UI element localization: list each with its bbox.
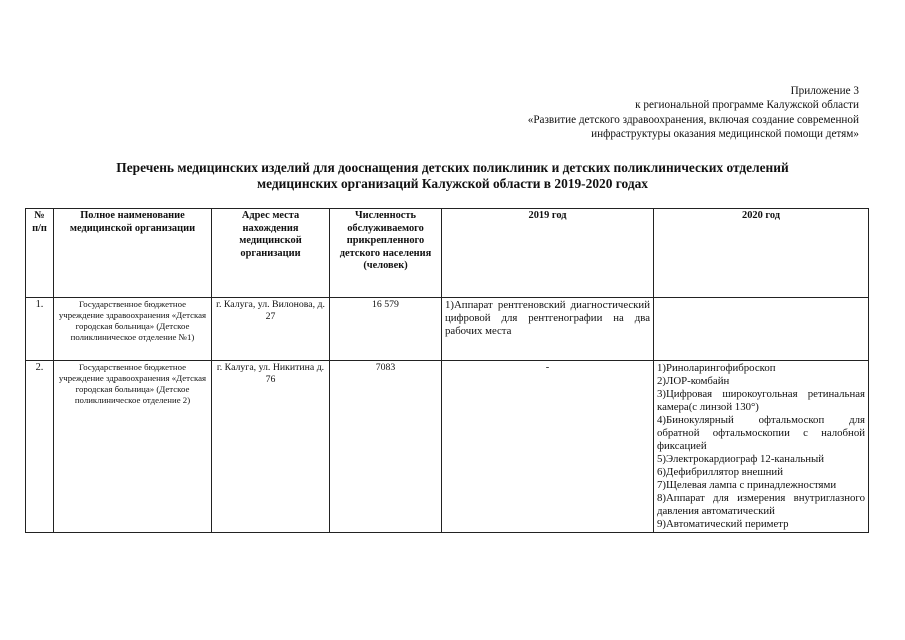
organization-address: г. Калуга, ул. Вилонова, д. 27 (212, 298, 330, 361)
document-title (40, 160, 865, 192)
appendix-line: Приложение 3 (790, 85, 859, 97)
header-population: Численность обслуживаемого прикрепленного детского населения (человек) (330, 209, 442, 298)
title-line-2: медицинских организаций Калужской области в 2019-2020 годах (257, 176, 648, 191)
child-population: 7083 (330, 361, 442, 533)
table-row (26, 361, 869, 533)
row-number: 1. (26, 298, 54, 361)
title-line-1: Перечень медицинских изделий для дооснащения детских поликлиник и детских поликлинических отделений (116, 160, 789, 175)
equipment-item: 7)Щелевая лампа с принадлежностями (657, 479, 837, 491)
header-2020: 2020 год (654, 209, 869, 298)
header-address: Адрес места нахождения медицинской организации (212, 209, 330, 298)
organization-name: Государственное бюджетное учреждение здравоохранения «Детская городская больница» (Детское поликлиническое отделение 2) (54, 361, 212, 533)
equipment-item: 9)Автоматический периметр (657, 518, 789, 530)
appendix-line: «Развитие детского здравоохранения, включая создание современной (527, 113, 859, 126)
equipment-item: 5)Электрокардиограф 12-канальный (657, 453, 825, 465)
equipment-2019: - (442, 361, 654, 533)
row-number: 2. (26, 361, 54, 533)
equipment-item: 2)ЛОР-комбайн (657, 375, 730, 387)
table-row (26, 298, 869, 361)
child-population: 16 579 (330, 298, 442, 361)
equipment-item: 3)Цифровая широкоугольная ретинальная камера(с линзой 130°) (657, 388, 865, 413)
equipment-item: 1)Риноларингофиброскоп (657, 362, 776, 374)
equipment-2019 (442, 298, 654, 361)
equipment-2020 (654, 361, 869, 533)
table-header-row (26, 209, 869, 298)
equipment-item: 8)Аппарат для измерения внутриглазного давления автоматический (657, 492, 865, 517)
header-2019: 2019 год (442, 209, 654, 298)
equipment-item: 6)Дефибриллятор внешний (657, 466, 783, 478)
organization-address: г. Калуга, ул. Никитина д. 76 (212, 361, 330, 533)
equipment-item: 1)Аппарат рентгеновский диагностический цифровой для рентгенографии на два рабочих места (445, 299, 650, 337)
equipment-2020 (654, 298, 869, 361)
appendix-line: инфраструктуры оказания медицинской помощи детям» (591, 128, 859, 141)
appendix-note (399, 84, 859, 142)
equipment-item: 4)Бинокулярный офтальмоскоп для обратной офтальмоскопии с налобной фиксацией (657, 414, 865, 452)
appendix-line: к региональной программе Калужской области (635, 99, 859, 112)
equipment-table (25, 208, 869, 533)
organization-name: Государственное бюджетное учреждение здравоохранения «Детская городская больница» (Детское поликлиническое отделение №1) (54, 298, 212, 361)
header-organization: Полное наименование медицинской организации (54, 209, 212, 298)
header-number: № п/п (26, 209, 54, 298)
